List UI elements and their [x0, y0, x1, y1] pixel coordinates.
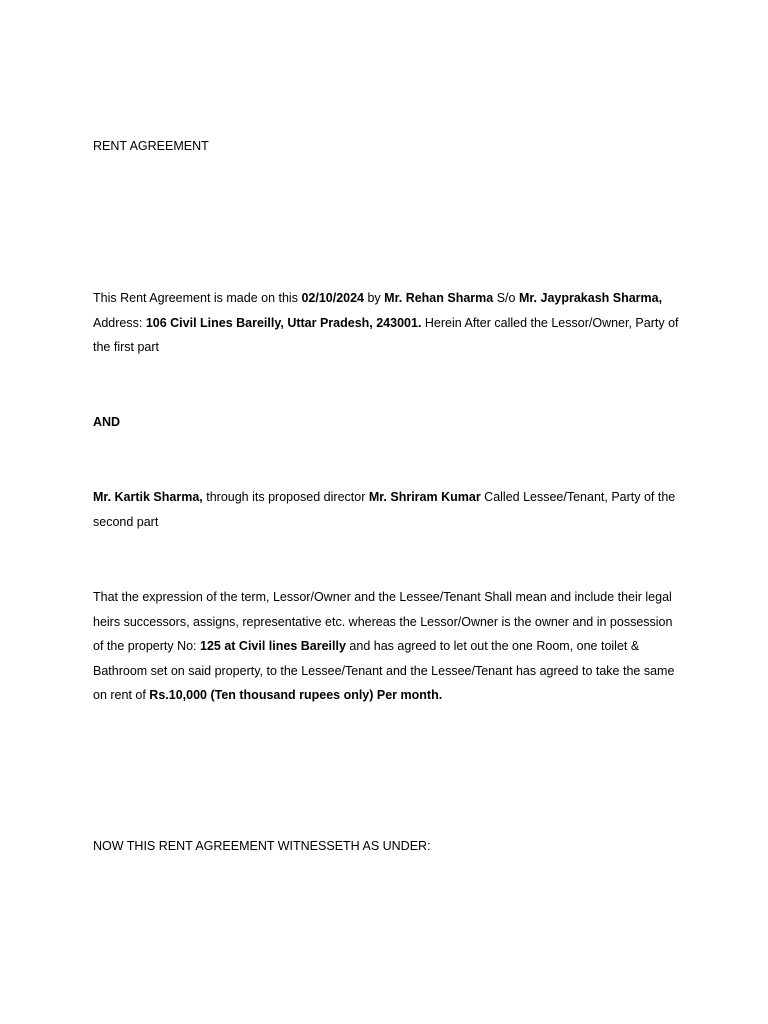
agreement-date: 02/10/2024: [301, 291, 364, 305]
text: Herein After called the Lessor/Owner, Party of the first part: [93, 315, 679, 354]
document-title: RENT AGREEMENT: [93, 139, 209, 153]
property-number: 125 at Civil lines Bareilly: [200, 639, 346, 653]
and-label: AND: [93, 415, 121, 429]
terms-paragraph: [93, 585, 683, 708]
text: Called Lessee/Tenant, Party of the second part: [93, 490, 676, 529]
and-separator: [93, 410, 683, 435]
lessor-name: Mr. Rehan Sharma: [384, 291, 494, 305]
parties-paragraph-lessee: [93, 485, 683, 534]
rent-amount: Rs.10,000 (Ten thousand rupees only) Per month.: [149, 688, 443, 702]
parties-paragraph-lessor: [93, 286, 683, 360]
text: That the expression of the term, Lessor/Owner and the Lessee/Tenant Shall mean and include their legal heirs successors, assigns, representative etc. whereas the Lessor/Owner is the owner and in possession of the property No:: [93, 590, 673, 653]
text: and has agreed to let out the one Room, one toilet & Bathroom set on said property, to the Lessee/Tenant and the Lessee/Tenant has agreed to take the same on rent of: [93, 639, 675, 702]
text: by: [364, 291, 385, 305]
text: Address:: [93, 315, 146, 330]
witness-heading: NOW THIS RENT AGREEMENT WITNESSETH AS UNDER:: [93, 839, 431, 853]
tenant-name: Mr. Kartik Sharma,: [93, 490, 203, 504]
director-name: Mr. Shriram Kumar: [368, 490, 481, 504]
text: This Rent Agreement is made on this: [93, 291, 302, 305]
lessor-father-name: Mr. Jayprakash Sharma,: [518, 291, 663, 305]
text: through its proposed director: [202, 490, 369, 504]
text: S/o: [493, 291, 519, 305]
lessor-address: 106 Civil Lines Bareilly, Uttar Pradesh, 243001.: [145, 315, 422, 330]
